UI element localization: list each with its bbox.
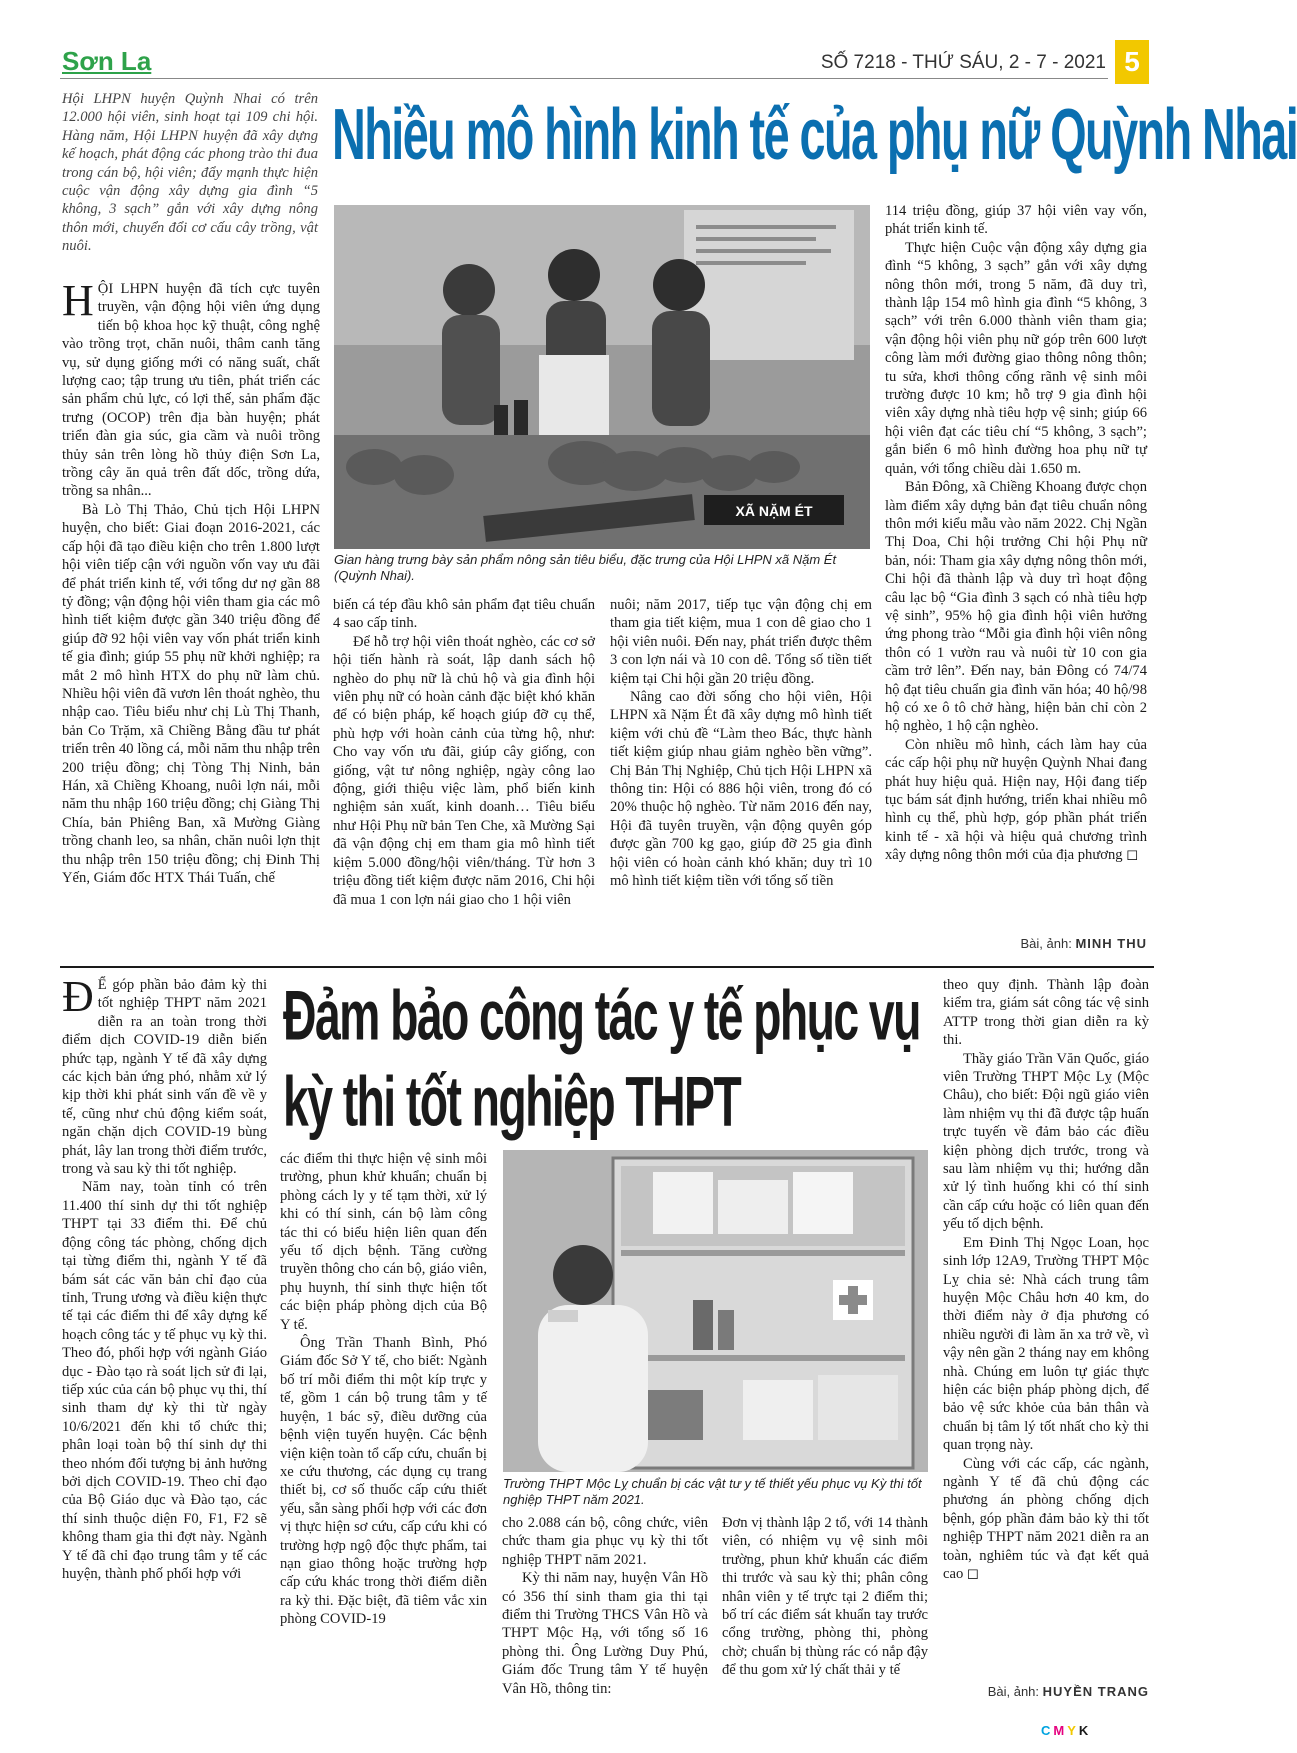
cmyk-letter: C	[1041, 1723, 1054, 1738]
market-stall-photo	[334, 205, 870, 549]
article1-dropcap: H	[62, 276, 94, 325]
article1-col4: 114 triệu đồng, giúp 37 hội viên vay vốn, phát triển kinh tế. Thực hiện Cuộc vận động xây dựng gia đình “5 không, 3 sạch” gắn với xây dựng nông thôn mới, trong 5 năm, đã duy trì, thành lập 154 mô hình gia đình “5 không, 3 sạch” với trên 6.000 thành viên tham gia; vận động hội viên phụ nữ góp trên 600 lượt công làm mới đường giao thông nông thôn; tu sửa, khơi thông cống rãnh vệ sinh môi trường được 10 km; hỗ trợ 9 gia đình hội viên xây dựng nhà tiêu hợp vệ sinh; giúp 66 hội viên đạt các tiêu chí “5 không, 3 sạch”; gắn biển 6 mô hình đường hoa phụ nữ tự quản, với tổng chiều dài 1.650 m. Bản Đông, xã Chiềng Khoang được chọn làm điểm xây dựng bản đạt tiêu chuẩn nông thôn mới kiểu mẫu vào năm 2022. Chị Ngần Thị Doa, Chi hội trưởng Chi hội Phụ nữ bản, nói: Tham gia xây dựng nông thôn mới, Chi hội đã thành lập và duy trì hoạt động câu lạc bộ “Gia đình 3 sạch có nhà tiêu hợp vệ sinh”, 95% hộ gia đình hội viên hưởng ứng phong trào “Mỗi gia đình hội viên nông thôn có 1 vườn rau và nuôi từ 10 con gia cầm trở lên”. Đến nay, bản Đông có 74/74 hộ đạt tiêu chuẩn gia đình văn hóa; 40 hộ/98 hộ có xe ô tô chở hàng, hiện bản chỉ còn 2 hộ nghèo, 1 hộ cận nghèo. Còn nhiều mô hình, cách làm hay của các cấp hội phụ nữ huyện Quỳnh Nhai đang phát huy hiệu quả. Hiện nay, Hội đang tiếp tục bám sát định hướng, triển khai nhiều mô hình cụ thể, phù hợp, góp phần phát triển kinh tế - xã hội và hiệu quả chương trình xây dựng nông thôn mới của địa phương ◻	[885, 203, 1147, 864]
article1-col3: nuôi; năm 2017, tiếp tục vận động chị em tham gia tiết kiệm, mua 1 con dê giao cho 1 hội viên nuôi. Đến nay, phát triển được thêm 3 con lợn nái và 10 con dê. Tổng số tiền tiết kiệm tại Chi hội gần 20 triệu đồng. Nâng cao đời sống cho hội viên, Hội LHPN xã Nặm Ét đã xây dựng mô hình tiết kiệm với chủ đề “Làm theo Bác, thực hành tiết kiệm giúp nhau giảm nghèo bền vững”. Chị Bản Thị Nghiệp, Chủ tịch Hội LHPN xã thông tin: Hội có 886 hội viên, trong đó có 20% thuộc hộ nghèo. Từ năm 2016 đến nay, Hội đã tuyên truyền, vận động quyên góp được gần 700 kg gạo, giúp đỡ 25 gia đình hội viên có hoàn cảnh khó khăn; duy trì 10 mô hình tiết kiệm tiền với tổng số tiền	[610, 597, 872, 890]
article2-col2: các điểm thi thực hiện vệ sinh môi trường, phun khử khuẩn; chuẩn bị phòng cách ly y tế tạm thời, xử lý khi có thí sinh, cán bộ làm công tác thi có biểu hiện liên quan đến yếu tố dịch bệnh. Tăng cường truyền thông cho cán bộ, giáo viên, phụ huynh, thí sinh thực hiện tốt các biện pháp phòng dịch của Bộ Y tế. Ông Trần Thanh Bình, Phó Giám đốc Sở Y tế, cho biết: Ngành bố trí mỗi điểm thi một kíp trực y tế, gồm 1 cán bộ trung tâm y tế huyện, 1 bác sỹ, điều dưỡng của bệnh viện tuyến huyện. Các bệnh viện kiện toàn tổ cấp cứu, chuẩn bị xe cứu thương, các dụng cụ trang thiết bị, cơ số thuốc cấp cứu thiết yếu, sẵn sàng phối hợp với các đơn vị thực hiện sơ cứu, cấp cứu khi có trường hợp ngộ độc thực phẩm, tai nạn giao thông hoặc trường hợp cấp cứu khác trong thời điểm diễn ra kỳ thi. Đặc biệt, đã tiêm vắc xin phòng COVID-19	[280, 1151, 487, 1628]
cmyk-letter: K	[1078, 1723, 1092, 1738]
article2-photo	[503, 1150, 928, 1472]
article2-col1: Đ Ể góp phần bảo đảm kỳ thi tốt nghiệp THPT năm 2021 diễn ra an toàn trong thời điểm dịch COVID-19 diễn biến phức tạp, ngành Y tế đã xây dựng các kịch bản ứng phó, nhằm xử lý kịp thời khi phát sinh vấn đề về y tế, cũng như chủ động kiểm soát, ngăn chặn dịch COVID-19 bùng phát, lây lan trong thời điểm trước, trong và sau kỳ thi tốt nghiệp. Năm nay, toàn tỉnh có trên 11.400 thí sinh dự thi tốt nghiệp THPT tại 33 điểm thi. Để chủ động công tác phòng, chống dịch tại từng điểm thi, ngành Y tế đã bám sát các văn bản chỉ đạo của tỉnh, Trung ương và điều kiện thực tế tại các điểm thi để xây dựng kế hoạch công tác y tế phục vụ kỳ thi. Theo đó, phối hợp với ngành Giáo dục - Đào tạo rà soát lịch sử đi lại, tiếp xúc của cán bộ phục vụ thi, thí sinh tham dự kỳ thi từ ngày 10/6/2021 đến khi tổ chức thi; phân loại toàn bộ thí sinh dự thi theo nhóm đối tượng bị ảnh hưởng bởi dịch COVID-19. Theo chỉ đạo của Bộ Giáo dục và Đào tạo, các thí sinh thuộc diện F0, F1, F2 sẽ không tham gia thi đợt này. Ngành Y tế đã chỉ đạo trung tâm y tế các huyện, thành phố phối hợp với	[62, 972, 267, 1582]
article2-col3: cho 2.088 cán bộ, công chức, viên chức tham gia phục vụ kỳ thi tốt nghiệp THPT năm 2021. Kỳ thi năm nay, huyện Vân Hồ có 356 thí sinh tham gia thi tại điểm thi Trường THCS Vân Hồ và THPT Mộc Hạ, với tổng số 16 phòng thi. Ông Lường Duy Phú, Giám đốc Trung tâm Y tế huyện Vân Hồ, thông tin:	[502, 1515, 708, 1697]
article-divider	[60, 966, 1154, 968]
article1-sapo: Hội LHPN huyện Quỳnh Nhai có trên 12.000 hội viên, sinh hoạt tại 109 chi hội. Hàng năm, Hội LHPN huyện đã xây dựng kế hoạch, phát động các phong trào thi đua trong cán bộ, hội viên; đẩy mạnh thực hiện cuộc vận động xây dựng gia đình “5 không, 3 sạch” gắn với xây dựng nông thôn mới, chuyển đổi cơ cấu cây trồng, vật nuôi.	[62, 91, 318, 255]
article2-headline-line2: kỳ thi tốt nghiệp THPT	[283, 1062, 741, 1142]
issue-info: SỐ 7218 - THỨ SÁU, 2 - 7 - 2021	[820, 52, 1106, 73]
article2-byline: Bài, ảnh: HUYỀN TRANG	[987, 1684, 1149, 1699]
article1-byline: Bài, ảnh: MINH THU	[1020, 936, 1147, 951]
article1-photo-caption: Gian hàng trưng bày sản phẩm nông sản tiêu biểu, đặc trưng của Hội LHPN xã Nặm Ét (Quỳnh Nhai).	[334, 552, 837, 583]
cmyk-mark	[1041, 1723, 1091, 1738]
article2-dropcap: Đ	[62, 972, 94, 1021]
stall-sign: XÃ NẶM ÉT	[735, 503, 813, 519]
author-name: HUYỀN TRANG	[1042, 1684, 1149, 1699]
article1-col1: HỘI LHPN huyện đã tích cực tuyên truyền, vận động hội viên ứng dụng tiến bộ khoa học kỹ thuật, công nghệ vào trồng trọt, chăn nuôi, thâm canh tăng vụ, sử dụng giống mới có năng suất, chất lượng cao; tập trung ưu tiên, phát triển các sản phẩm chủ lực, có lợi thế, sản phẩm đặc trưng (OCOP) trên địa bàn huyện; phát triển đàn gia súc, gia cầm và nuôi trồng thủy sản trên lòng hồ thủy điện Sơn La, trồng cây ăn quả trên đất dốc, trồng dứa, trồng sa nhân... Bà Lò Thị Thảo, Chủ tịch Hội LHPN huyện, cho biết: Giai đoạn 2016-2021, các cấp hội đã tạo điều kiện cho trên 1.800 lượt hội viên tiếp cận với nguồn vốn vay ưu đãi để phát triển kinh tế, với tổng dư nợ gần 88 tỷ đồng; vận động hội viên tham gia các mô hình tiết kiệm được gần 340 triệu đồng để giúp đỡ 92 hội viên vay vốn phát triển kinh tế gia đình; giúp 55 phụ nữ khởi nghiệp; ra mắt 2 mô hình HTX do phụ nữ làm chủ. Nhiều hội viên đã vươn lên thoát nghèo, thu nhập cao. Tiêu biểu như chị Lù Thị Thanh, bản Co Trặm, xã Chiềng Bằng đầu tư phát triển trên 40 lồng cá, mỗi năm thu nhập trên 200 triệu đồng; chị Tòng Thị Ninh, bản Hán, xã Chiềng Khoang, nuôi lợn nái, mỗi năm thu nhập 160 triệu đồng; chị Giàng Thị Chía, bản Phiêng Ban, xã Mường Giàng trồng chanh leo, sa nhân, chăn nuôi lợn thịt thu nhập trên 150 triệu đồng; chị Đinh Thị Yến, Giám đốc HTX Thái Tuấn, chế	[62, 276, 320, 886]
article1-col2: biến cá tép đầu khô sản phẩm đạt tiêu chuẩn 4 sao cấp tỉnh. Để hỗ trợ hội viên thoát nghèo, các cơ sở hội tiến hành rà soát, lập danh sách hộ nghèo do phụ nữ là chủ hộ và gia đình hội viên phụ nữ có hoàn cảnh đặc biệt khó khăn để có biện pháp, kế hoạch giúp đỡ cụ thể, phù hợp với hoàn cảnh của từng hộ, như: Cho vay vốn ưu đãi, giúp cây giống, con giống, vật tư nông nghiệp, ngày công lao động, giới thiệu việc làm, phổ biến kinh nghiệm sản xuất, kinh doanh… Tiêu biểu như Hội Phụ nữ bản Ten Che, xã Mường Sại đã vận động chị em tham gia mô hình tiết kiệm 5.000 đồng/hội viên/tháng. Từ hơn 3 triệu đồng tiết kiệm được năm 2016, Chi hội đã mua 1 con lợn nái giao cho 1 hội viên	[333, 597, 595, 908]
author-name: MINH THU	[1075, 936, 1147, 951]
medical-cabinet-photo	[503, 1150, 928, 1472]
article2-col5: theo quy định. Thành lập đoàn kiểm tra, giám sát công tác vệ sinh ATTP trong thời gian diễn ra kỳ thi. Thầy giáo Trần Văn Quốc, giáo viên Trường THPT Mộc Lỵ (Mộc Châu), cho biết: Đội ngũ giáo viên làm nhiệm vụ thi đã được tập huấn trực tuyến về đảm bảo các điều kiện phòng dịch trước, trong và sau làm nhiệm vụ thi; hướng dẫn xử lý tình huống khi có thí sinh cần cấp cứu hoặc có liên quan đến yếu tố dịch bệnh. Em Đinh Thị Ngọc Loan, học sinh lớp 12A9, Trường THPT Mộc Lỵ chia sẻ: Nhà cách trung tâm huyện Mộc Châu hơn 40 km, do thời điểm này ở địa phương có nhiều người đi làm ăn xa trở về, vì vậy nên gần 2 tháng nay em không nhà. Chúng em luôn tự giác thực hiện các biện pháp phòng dịch, để bảo vệ sức khỏe của bản thân và chuẩn bị tâm lý tốt nhất cho kỳ thi quan trọng này. Cùng với các cấp, các ngành, ngành Y tế đã chủ động các phương án phòng chống dịch bệnh, góp phần đảm bảo kỳ thi tốt nghiệp THPT năm 2021 diễn ra an toàn, nghiêm túc và đạt kết quả cao ◻	[943, 977, 1149, 1582]
page-number: 5	[1115, 40, 1149, 84]
article1-headline: Nhiều mô hình kinh tế của phụ nữ Quỳnh Nhai	[332, 94, 1297, 175]
cmyk-letter: Y	[1067, 1723, 1079, 1738]
cmyk-letter: M	[1053, 1723, 1068, 1738]
header-rule	[60, 78, 1108, 79]
article1-photo	[334, 205, 870, 549]
article2-col4: Đơn vị thành lập 2 tổ, với 14 thành viên, có nhiệm vụ vệ sinh môi trường, phun khử khuẩn các điểm thi trước và sau kỳ thi; phân công nhân viên y tế trực tại 2 điểm thi; bố trí các điểm sát khuẩn tay trước cổng trường, phòng thi, phòng chờ; chuẩn bị thùng rác có nắp đậy để thu gom xử lý chất thải y tế	[722, 1515, 928, 1679]
section-name: Sơn La	[62, 46, 152, 76]
article2-photo-caption: Trường THPT Mộc Lỵ chuẩn bị các vật tư y tế thiết yếu phục vụ Kỳ thi tốt nghiệp THPT năm 2021.	[503, 1476, 922, 1507]
article2-headline-line1: Đảm bảo công tác y tế phục vụ	[283, 976, 920, 1056]
